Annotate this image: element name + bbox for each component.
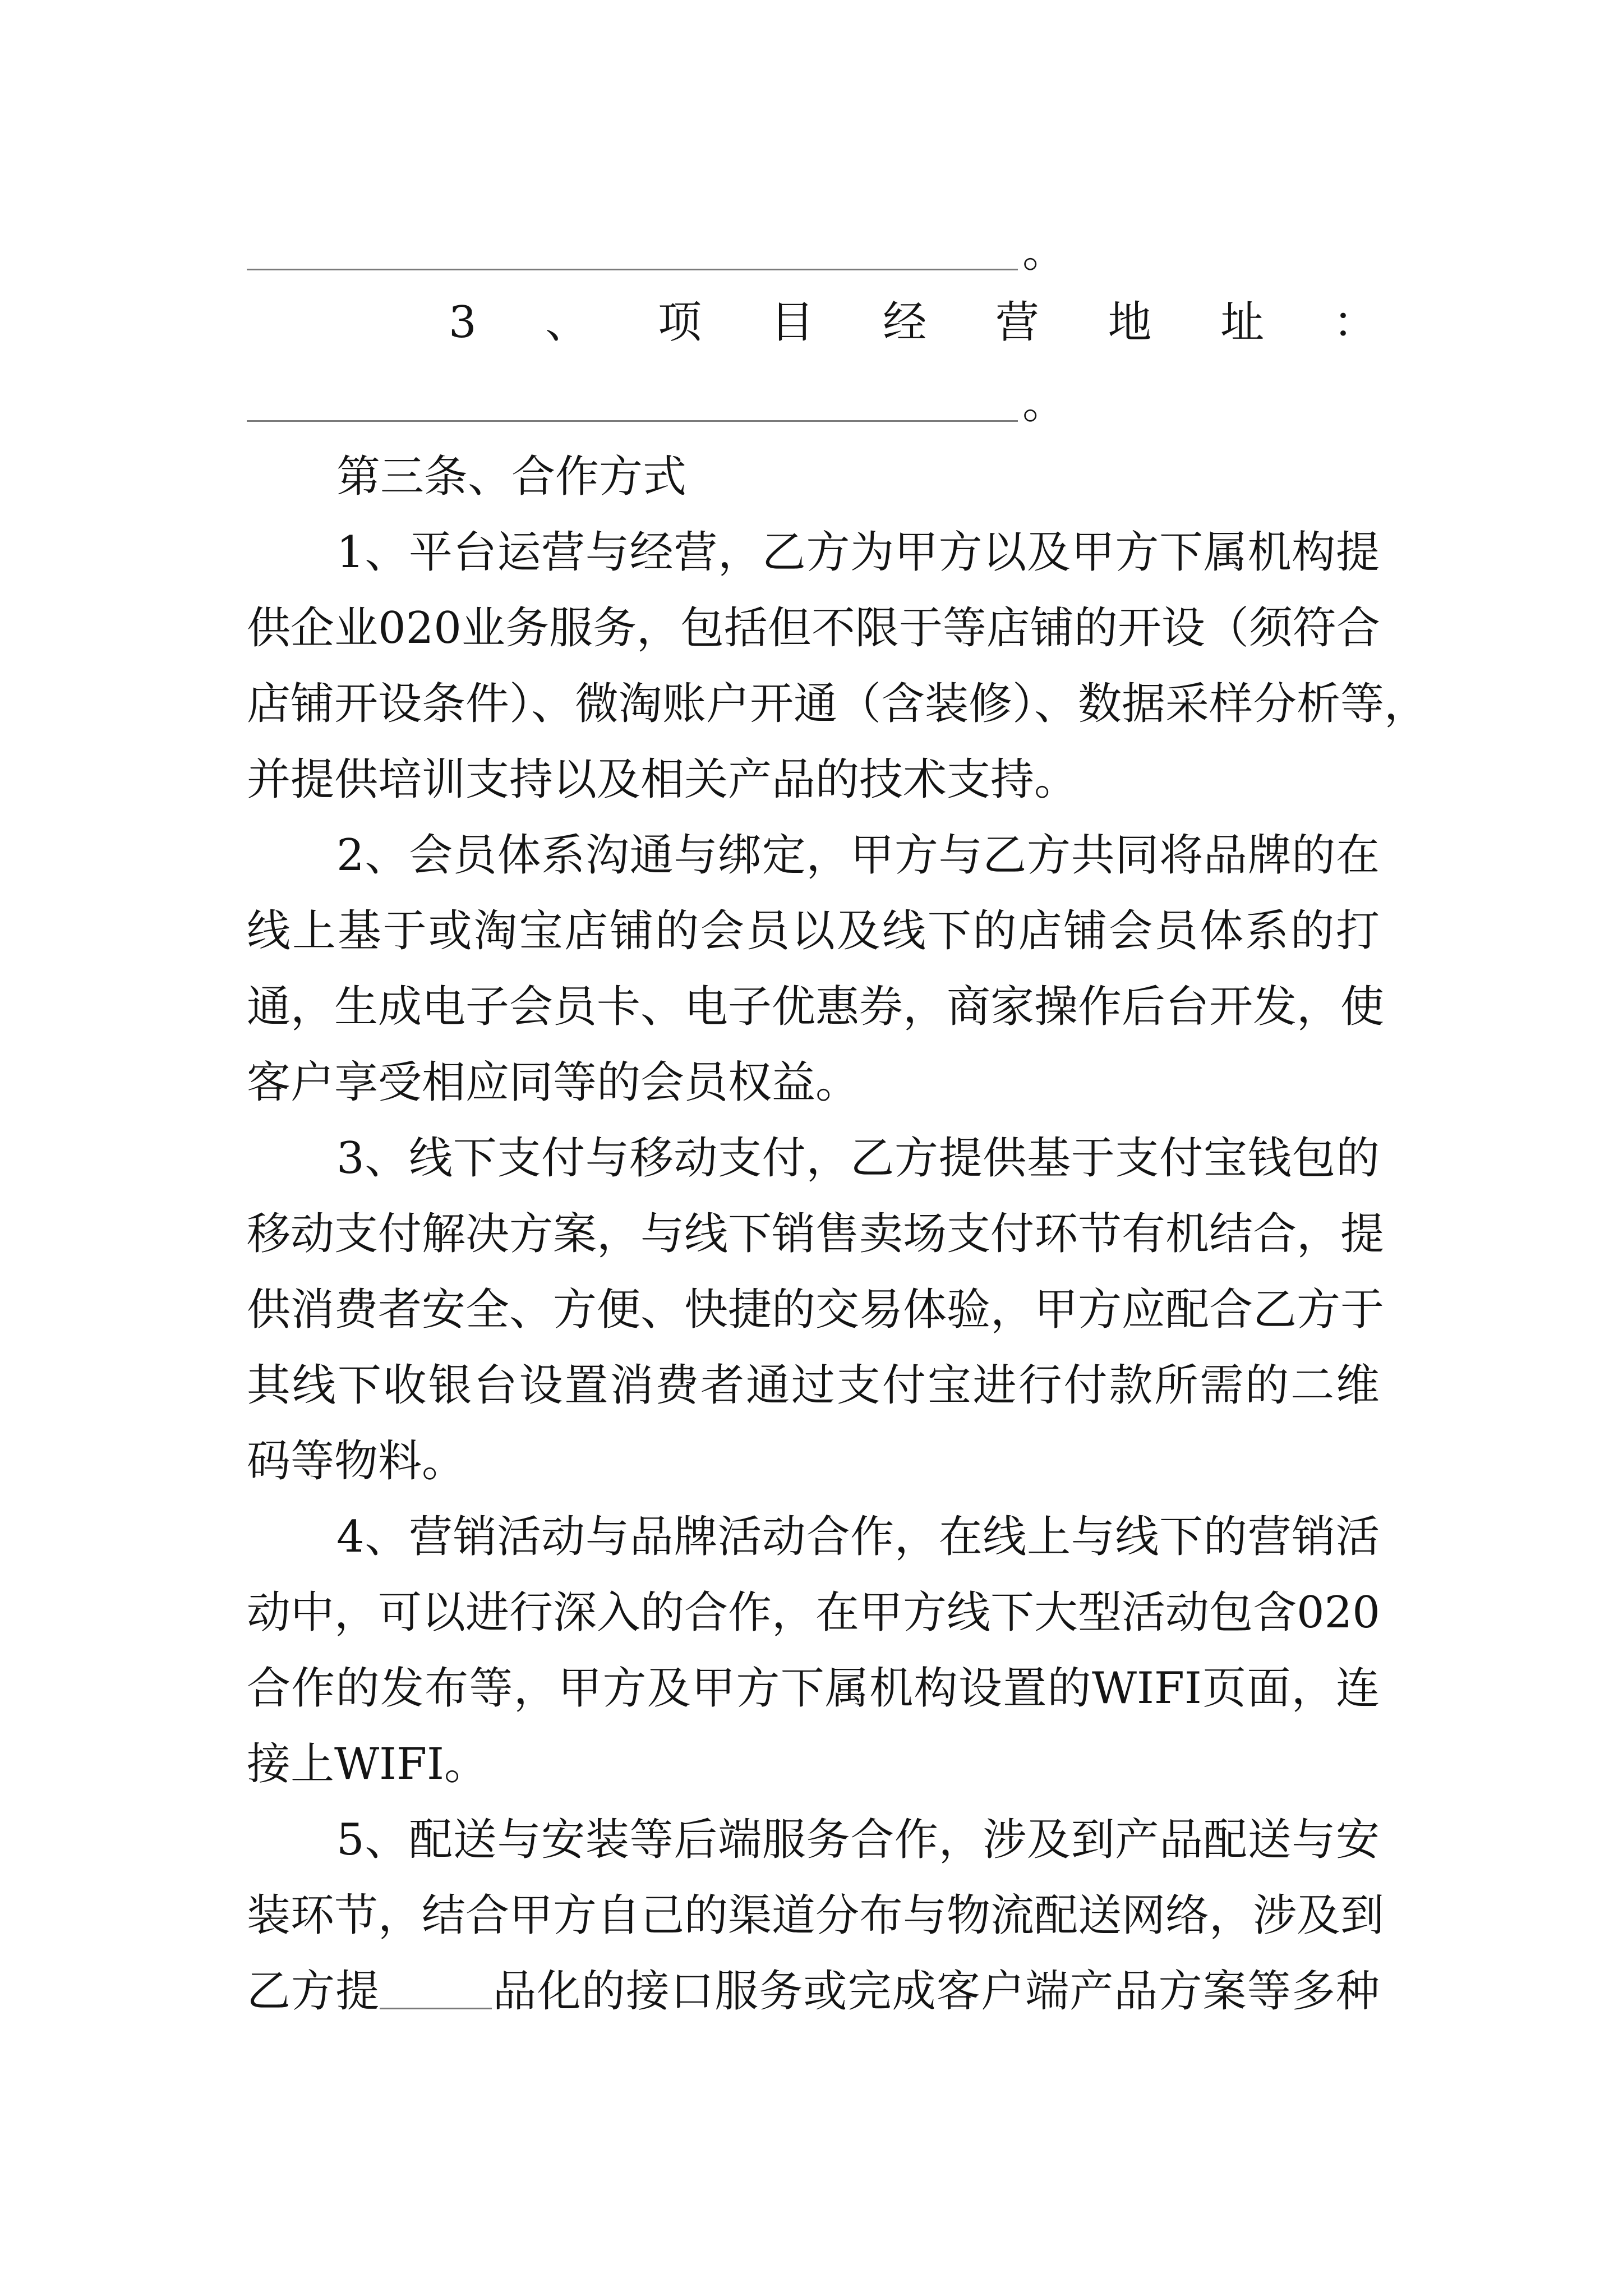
end-mark: 。	[1022, 378, 1067, 429]
paragraph-line: 码等物料。	[247, 1436, 466, 1487]
paragraph-line: 接上WIFI。	[247, 1739, 488, 1789]
underline-blank	[247, 235, 1018, 270]
paragraph-line: 通，生成电子会员卡、电子优惠券，商家操作后台开发，使	[247, 982, 1385, 1032]
address-char: ：	[1332, 297, 1377, 348]
text-before-blank: 乙方提	[247, 1966, 380, 2017]
paragraph-line: 5、配送与安装等后端服务合作，涉及到产品配送与安	[336, 1815, 1380, 1865]
address-char: 地	[1108, 297, 1152, 348]
paragraph-line: 供消费者安全、方便、快捷的交易体验，甲方应配合乙方于	[247, 1285, 1385, 1335]
address-char: 3	[449, 297, 477, 348]
address-char: 项	[657, 297, 702, 348]
address-char: 营	[995, 297, 1039, 348]
paragraph-line: 合作的发布等，甲方及甲方下属机构设置的WIFI页面，连	[247, 1663, 1380, 1714]
address-char: 、	[545, 297, 589, 348]
paragraph-line: 供企业020业务服务，包括但不限于等店铺的开设（须符合	[247, 603, 1380, 654]
paragraph-line: 并提供培训支持以及相关产品的技术支持。	[247, 754, 1078, 805]
address-char: 经	[883, 297, 927, 348]
paragraph-line: 动中，可以进行深入的合作，在甲方线下大型活动包含020	[247, 1588, 1380, 1638]
blank-fill-line-2	[247, 370, 1380, 438]
paragraph-line: 移动支付解决方案，与线下销售卖场支付环节有机结合，提	[247, 1209, 1385, 1259]
paragraph-line: 客户享受相应同等的会员权益。	[247, 1057, 860, 1108]
paragraph-line: 店铺开设条件）、微淘账户开通（含装修）、数据采样分析等，	[247, 679, 1428, 729]
paragraph-line: 2、会员体系沟通与绑定，甲方与乙方共同将品牌的在	[336, 830, 1380, 881]
section-heading: 第三条、合作方式	[336, 452, 687, 502]
underline-blank	[247, 386, 1018, 422]
paragraph-line-last	[247, 1958, 1380, 2025]
address-char: 目	[770, 297, 814, 348]
project-address-label	[449, 289, 1377, 356]
address-char: 址	[1220, 297, 1265, 348]
blank-fill-line-1	[247, 219, 1380, 286]
text-after-blank: 品化的接口服务或完成客户端产品方案等多种	[492, 1966, 1380, 2017]
paragraph-line: 其线下收银台设置消费者通过支付宝进行付款所需的二维	[247, 1360, 1380, 1411]
paragraph-line: 3、线下支付与移动支付，乙方提供基于支付宝钱包的	[336, 1133, 1380, 1184]
paragraph-line: 1、平台运营与经营，乙方为甲方以及甲方下属机构提	[336, 527, 1380, 578]
end-mark: 。	[1022, 226, 1067, 277]
paragraph-line: 装环节，结合甲方自己的渠道分布与物流配送网络，涉及到	[247, 1890, 1385, 1941]
paragraph-line: 线上基于或淘宝店铺的会员以及线下的店铺会员体系的打	[247, 906, 1380, 956]
inline-blank	[380, 1968, 492, 2009]
paragraph-line: 4、营销活动与品牌活动合作，在线上与线下的营销活	[336, 1512, 1380, 1562]
